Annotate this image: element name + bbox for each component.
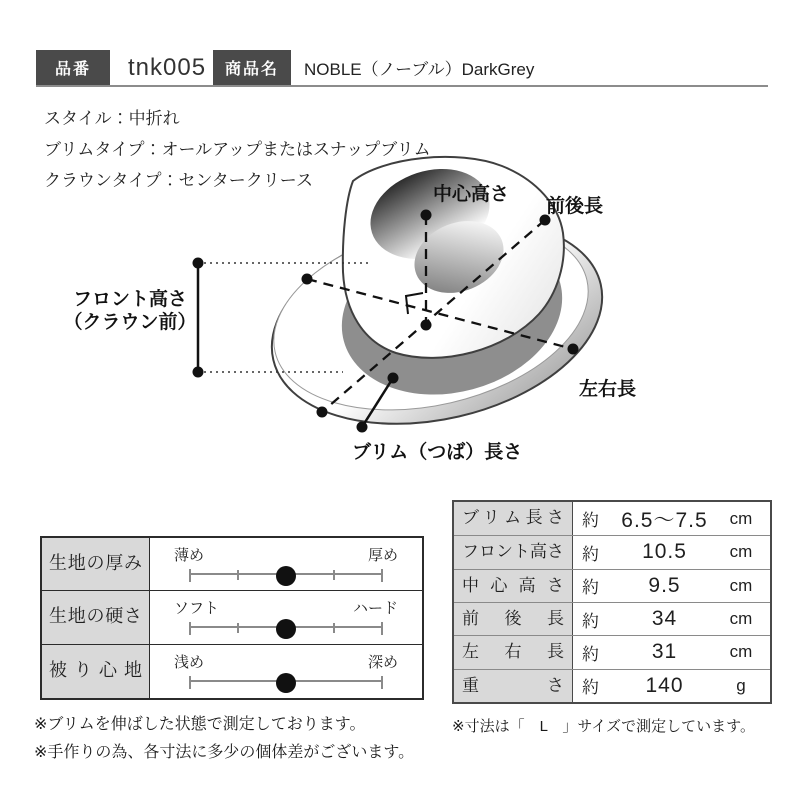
spec-crown-type: クラウンタイプ：センタークリース	[44, 171, 313, 190]
size-unit: cm	[729, 609, 753, 629]
size-value: 9.5	[648, 573, 681, 597]
feature-scale	[150, 645, 422, 698]
footnotes-left	[34, 711, 414, 767]
size-label: 重さ	[454, 670, 573, 702]
size-value: 6.5～7.5	[621, 508, 708, 532]
scale-track	[190, 626, 382, 628]
footnote-measure: ※ブリムを伸ばした状態で測定しております。	[34, 716, 366, 733]
footnote-handmade: ※手作りの為、各寸法に多少の個体差がございます。	[34, 744, 415, 761]
label-front-height: フロント高さ （クラウン前）	[63, 289, 197, 333]
feature-row-thickness	[42, 538, 422, 591]
size-row-front-height	[454, 535, 770, 568]
spec-brim-type: ブリムタイプ：オールアップまたはスナップブリム	[44, 140, 431, 159]
scale-max-label: ハード	[352, 600, 398, 618]
product-header	[36, 50, 768, 87]
approx-prefix: 約	[582, 578, 599, 598]
approx-prefix: 約	[582, 511, 599, 531]
scale-track	[190, 680, 382, 682]
feature-scale	[150, 538, 422, 590]
label-left-right-length: 左右長	[579, 379, 637, 400]
label-brim-length: ブリム（つば）長さ	[352, 442, 523, 463]
label-center-height: 中心高さ	[433, 184, 510, 205]
size-row-brim	[454, 502, 770, 535]
size-value: 140	[645, 673, 684, 697]
scale-min-label: ソフト	[174, 600, 220, 618]
size-unit: cm	[729, 642, 753, 662]
feature-label: 生地の厚み	[42, 538, 150, 590]
size-label: 中心高さ	[454, 570, 573, 602]
feature-scale	[150, 591, 422, 643]
scale-value-dot	[276, 673, 296, 693]
hat-measurement-diagram	[0, 130, 800, 480]
size-label: 左右長	[454, 636, 573, 668]
size-value: 10.5	[642, 540, 687, 564]
approx-prefix: 約	[582, 644, 599, 664]
scale-max-label: 深め	[367, 653, 398, 671]
size-value: 31	[651, 640, 678, 664]
scale-value-dot	[276, 619, 296, 639]
size-unit: cm	[729, 575, 753, 595]
feature-label: 生地の硬さ	[42, 591, 150, 643]
feature-row-stiffness	[42, 591, 422, 644]
size-unit: g	[736, 675, 746, 695]
size-row-weight	[454, 669, 770, 702]
size-unit: cm	[729, 508, 753, 528]
label-front-back-length: 前後長	[546, 196, 604, 217]
spec-style: スタイル：中折れ	[44, 109, 180, 128]
item-number-badge: 品番	[36, 50, 110, 85]
size-row-center-height	[454, 569, 770, 602]
approx-prefix: 約	[582, 611, 599, 631]
scale-max-label: 厚め	[367, 547, 398, 564]
footnote-size-basis: ※寸法は「 L 」サイズで測定しています。	[452, 718, 755, 735]
scale-min-label: 浅め	[174, 653, 205, 671]
item-number-value: tnk005	[128, 53, 207, 81]
scale-min-label: 薄め	[174, 547, 205, 564]
size-row-front-back	[454, 602, 770, 635]
feature-row-fit	[42, 645, 422, 698]
approx-prefix: 約	[582, 544, 599, 564]
feature-label: 被り心地	[42, 645, 150, 698]
size-unit: cm	[729, 542, 753, 562]
size-value: 34	[651, 607, 678, 631]
approx-prefix: 約	[582, 678, 599, 698]
size-table	[452, 500, 772, 704]
scale-track	[190, 573, 382, 575]
size-row-left-right	[454, 635, 770, 668]
size-label: 前後長	[454, 603, 573, 635]
fabric-feature-table	[40, 536, 424, 700]
product-name-badge: 商品名	[213, 50, 291, 85]
size-label: フロント高さ	[454, 536, 573, 568]
scale-value-dot	[276, 566, 296, 586]
size-label: ブリム長さ	[454, 502, 573, 535]
product-name-value: NOBLE（ノーブル）DarkGrey	[304, 60, 535, 79]
